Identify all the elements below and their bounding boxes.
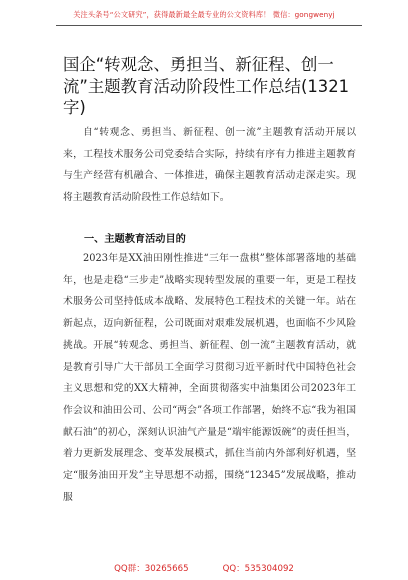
header-divider [56,25,362,26]
footer-contact [0,562,408,574]
footer-qq-group: QQ群：30265665 [114,564,189,574]
header-promo-note: 关注头条号“公文研究”，获得最新最全最专业的公文资料库！ 微信：gongwenyj [73,10,335,19]
section-paragraph: 2023年是XX油田刚性推进“三年一盘棋”整体部署落地的基础年，也是走稳“三步走”战略实现转型发展的重要一年，更是工程技术服务公司坚持低成本战略、发展特色工程技术的关键一年。站在新起点，迈向新征程，公司既面对艰难发展机遇，也面临不少风险挑战。开展“转观念、勇担当、新征程、创一流”主题教育活动，就是教育引导广大干部员工全面学习贯彻习近平新时代中国特色社会主义思想和党的XX大精神，全面贯彻落实中油集团公司2023年工作会议和油田公司、公司“两会”各项工作部署，始终不忘“我为祖国献石油”的初心，深刻认识油气产量是“端牢能源饭碗”的责任担当，着力更新发展理念、变革发展模式，抓住当前内外部利好机遇，坚定“服务油田开发”主导思想不动摇，围绕“12345”发展战略，推动服 [63,253,356,503]
section-heading: 一、主题教育活动目的 [84,234,186,245]
footer-qq: QQ：535304092 [222,564,294,574]
intro-paragraph: 自“转观念、勇担当、新征程、创一流”主题教育活动开展以来，工程技术服务公司党委结合实际，持续有序有力推进主题教育与生产经营有机融合、一体推进，确保主题教育活动走深走实。现将主题教育活动阶段性工作总结如下。 [63,127,356,204]
document-title: 国企“转观念、勇担当、新征程、创一流”主题教育活动阶段性工作总结(1321字) [63,55,350,117]
